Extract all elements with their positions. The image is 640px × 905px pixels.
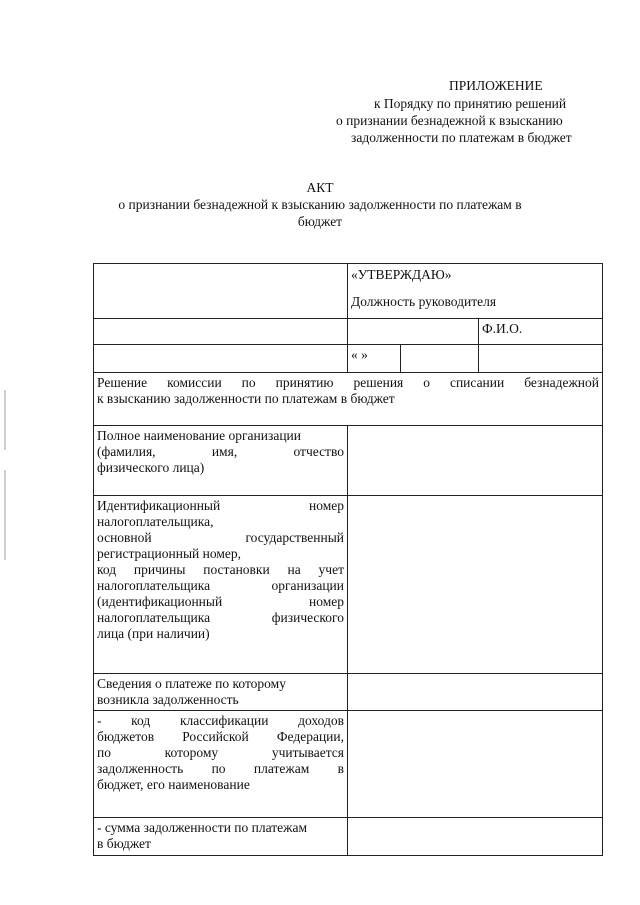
date-year-field[interactable] [479,345,603,373]
signature-left-blank [94,319,348,345]
budget-code-label [94,711,348,818]
organization-row [94,426,603,496]
approve-label: «УТВЕРЖДАЮ» [351,267,452,282]
act-form-table [93,263,603,856]
fio-field[interactable] [479,319,603,345]
date-day-field[interactable] [348,345,401,373]
decision-heading-line-2: к взысканию задолженности по платежам в бюджет [97,391,395,406]
budget-code-line-3: по которому учитывается [97,745,344,760]
debt-amount-line-1: - сумма задолженности по платежам [97,820,307,835]
ids-value[interactable] [348,496,603,674]
ids-label-line-9: лица (при наличии) [97,626,210,641]
date-month-field[interactable] [401,345,479,373]
budget-code-line-1: - код классификации доходов [97,713,344,728]
organization-value[interactable] [348,426,603,496]
budget-code-line-4: задолженность по платежам в [97,761,344,776]
appendix-heading: ПРИЛОЖЕНИЕ [449,78,543,93]
organization-label-line-2: (фамилия, имя, отчество [97,444,344,459]
ids-label-line-4: регистрационный номер, [97,546,241,561]
ids-label [94,496,348,674]
payment-info-label [94,674,348,711]
ids-label-line-7: (идентификационный номер [97,594,344,609]
signature-row [94,319,603,345]
fio-label: Ф.И.О. [482,321,523,336]
ids-label-line-1: Идентификационный номер [97,498,344,513]
appendix-line-2: о признании безнадежной к взысканию [336,113,563,128]
act-subtitle-line-2: бюджет [297,214,343,229]
page-margin-mark-2 [4,470,6,560]
budget-code-row [94,711,603,818]
appendix-line-3: задолженности по платежам в бюджет [351,130,572,145]
debt-amount-value[interactable] [348,818,603,856]
payment-info-row [94,674,603,711]
date-row [94,345,603,373]
act-subtitle-line-1: о признании безнадежной к взысканию задолженности по платежам в [118,197,522,212]
organization-label [94,426,348,496]
decision-row [94,373,603,426]
debt-amount-label [94,818,348,856]
page-margin-mark [4,390,6,450]
ids-label-line-8: налогоплательщика физического [97,610,344,625]
organization-label-line-1: Полное наименование организации [97,428,301,443]
approval-row [94,264,603,319]
ids-label-line-2: налогоплательщика, [97,514,214,529]
ids-label-line-3: основной государственный [97,530,344,545]
payment-info-line-1: Сведения о платеже по которому [97,676,286,691]
approval-left-blank [94,264,348,319]
budget-code-line-5: бюджет, его наименование [97,777,250,792]
act-title: АКТ [306,180,334,195]
approval-block [348,264,603,319]
date-left-blank [94,345,348,373]
debt-amount-row [94,818,603,856]
budget-code-line-2: бюджетов Российской Федерации, [97,729,344,744]
decision-heading [94,373,603,426]
ids-label-line-6: налогоплательщика организации [97,578,344,593]
ids-row [94,496,603,674]
decision-heading-line-1: Решение комиссии по принятию решения о списании безнадежной [97,375,599,390]
payment-info-line-2: возникла задолженность [97,692,239,707]
head-position-label: Должность руководителя [351,294,497,309]
budget-code-value[interactable] [348,711,603,818]
payment-info-value[interactable] [348,674,603,711]
appendix-line-1: к Порядку по принятию решений [374,96,567,111]
debt-amount-line-2: в бюджет [97,836,151,851]
signature-field[interactable] [348,319,479,345]
organization-label-line-3: физического лица) [97,460,205,475]
date-quotes: « » [351,347,368,362]
ids-label-line-5: код причины постановки на учет [97,562,344,577]
